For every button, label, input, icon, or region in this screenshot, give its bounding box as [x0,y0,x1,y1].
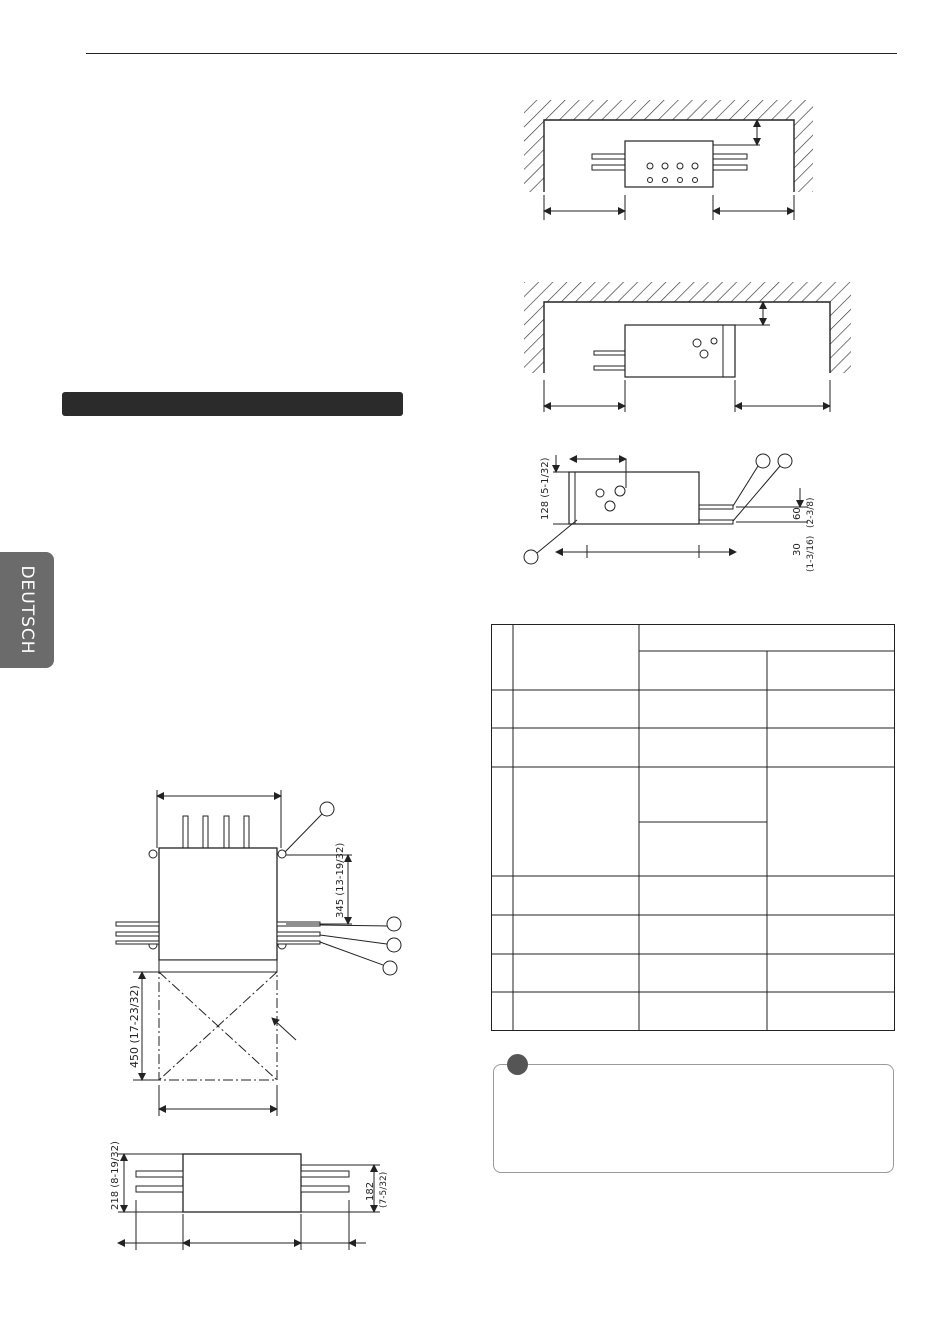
top-view-figure [116,790,401,1116]
side-dimension-figure [524,454,816,572]
service-space-dim: 450 (17-23/32) [128,985,141,1068]
clearance-figure-side [524,282,851,412]
pipe-offset-a: 60 [792,507,803,520]
front-height-dim: 218 (8-19/32) [110,1141,121,1210]
pipe-offset-a-inch: (2-3/8) [806,497,816,528]
note-icon [507,1054,528,1075]
top-depth-dim: 345 (13-19/32) [335,842,346,918]
clearance-figure-front [524,100,813,220]
pipe-offset-b-inch: (1-3/16) [806,535,816,572]
front-view-figure [110,1141,389,1250]
language-tab-label: DEUTSCH [17,565,37,655]
front-inner-height-dim: 182 [365,1181,376,1201]
specification-table [491,624,895,1031]
note-box [493,1064,894,1173]
note-divider [604,1064,605,1065]
front-inner-height-inch: (7-5/32) [379,1171,389,1208]
side-height-dim: 128 (5-1/32) [540,457,551,520]
pipe-offset-b: 30 [792,543,803,556]
